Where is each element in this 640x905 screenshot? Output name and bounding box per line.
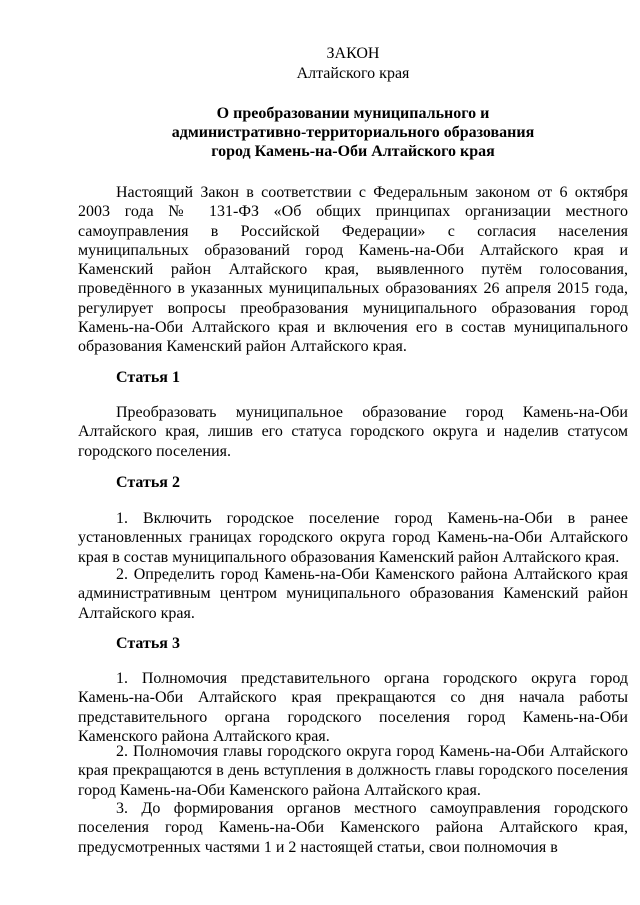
law-word: ЗАКОН	[326, 45, 380, 62]
title-line: административно-территориального образования	[171, 124, 535, 141]
preamble-paragraph: Настоящий Закон в соответствии с Федеральным законом от 6 октября 2003 года № 131-ФЗ «Об общих принципах организации местного самоуправления в Российской Федерации» с согласия населения муниципальных образований город Камень-на-Оби Алтайского края и Каменский район Алтайского края, выявленного путём голосования, проведённого в указанных муниципальных образованиях 26 апреля 2015 года, регулирует вопросы преобразования муниципального образования город Камень-на-Оби Алтайского края и включения его в состав муниципального образования Каменский район Алтайского края.	[78, 184, 628, 356]
article-2-paragraph-2: 2. Определить город Камень-на-Оби Каменского района Алтайского края административным центром муниципального образования Каменский район Алтайского края.	[78, 566, 628, 622]
article-1-paragraph: Преобразовать муниципальное образование город Камень-на-Оби Алтайского края, лишив его статуса городского округа и наделив статусом городского поселения.	[78, 404, 628, 460]
title-line: О преобразовании муниципального и	[216, 105, 490, 122]
document-page	[78, 0, 628, 905]
article-2-heading: Статья 2	[116, 474, 180, 491]
article-3-paragraph-2: 2. Полномочия главы городского округа город Камень-на-Оби Алтайского края прекращаются в день вступления в должность главы городского поселения город Камень-на-Оби Каменского района Алтайского края.	[78, 743, 628, 799]
article-2-paragraph-1: 1. Включить городское поселение город Камень-на-Оби в ранее установленных границах городского округа город Камень-на-Оби Алтайского края в состав муниципального образования Каменский район Алтайского края.	[78, 510, 628, 566]
title-line: город Камень-на-Оби Алтайского края	[211, 143, 495, 160]
article-3-heading: Статья 3	[116, 635, 180, 652]
region-name: Алтайского края	[296, 65, 410, 82]
article-3-paragraph-1: 1. Полномочия представительного органа городского округа город Камень-на-Оби Алтайского края прекращаются со дня начала работы представительного органа городского поселения город Камень-на-Оби Каменского района Алтайского края.	[78, 670, 628, 745]
article-3-paragraph-3: 3. До формирования органов местного самоуправления городского поселения город Камень-на-Оби Каменского района Алтайского края, предусмотренных частями 1 и 2 настоящей статьи, свои полномочия в	[78, 800, 628, 856]
document-title	[78, 104, 628, 161]
article-1-heading: Статья 1	[116, 369, 180, 386]
